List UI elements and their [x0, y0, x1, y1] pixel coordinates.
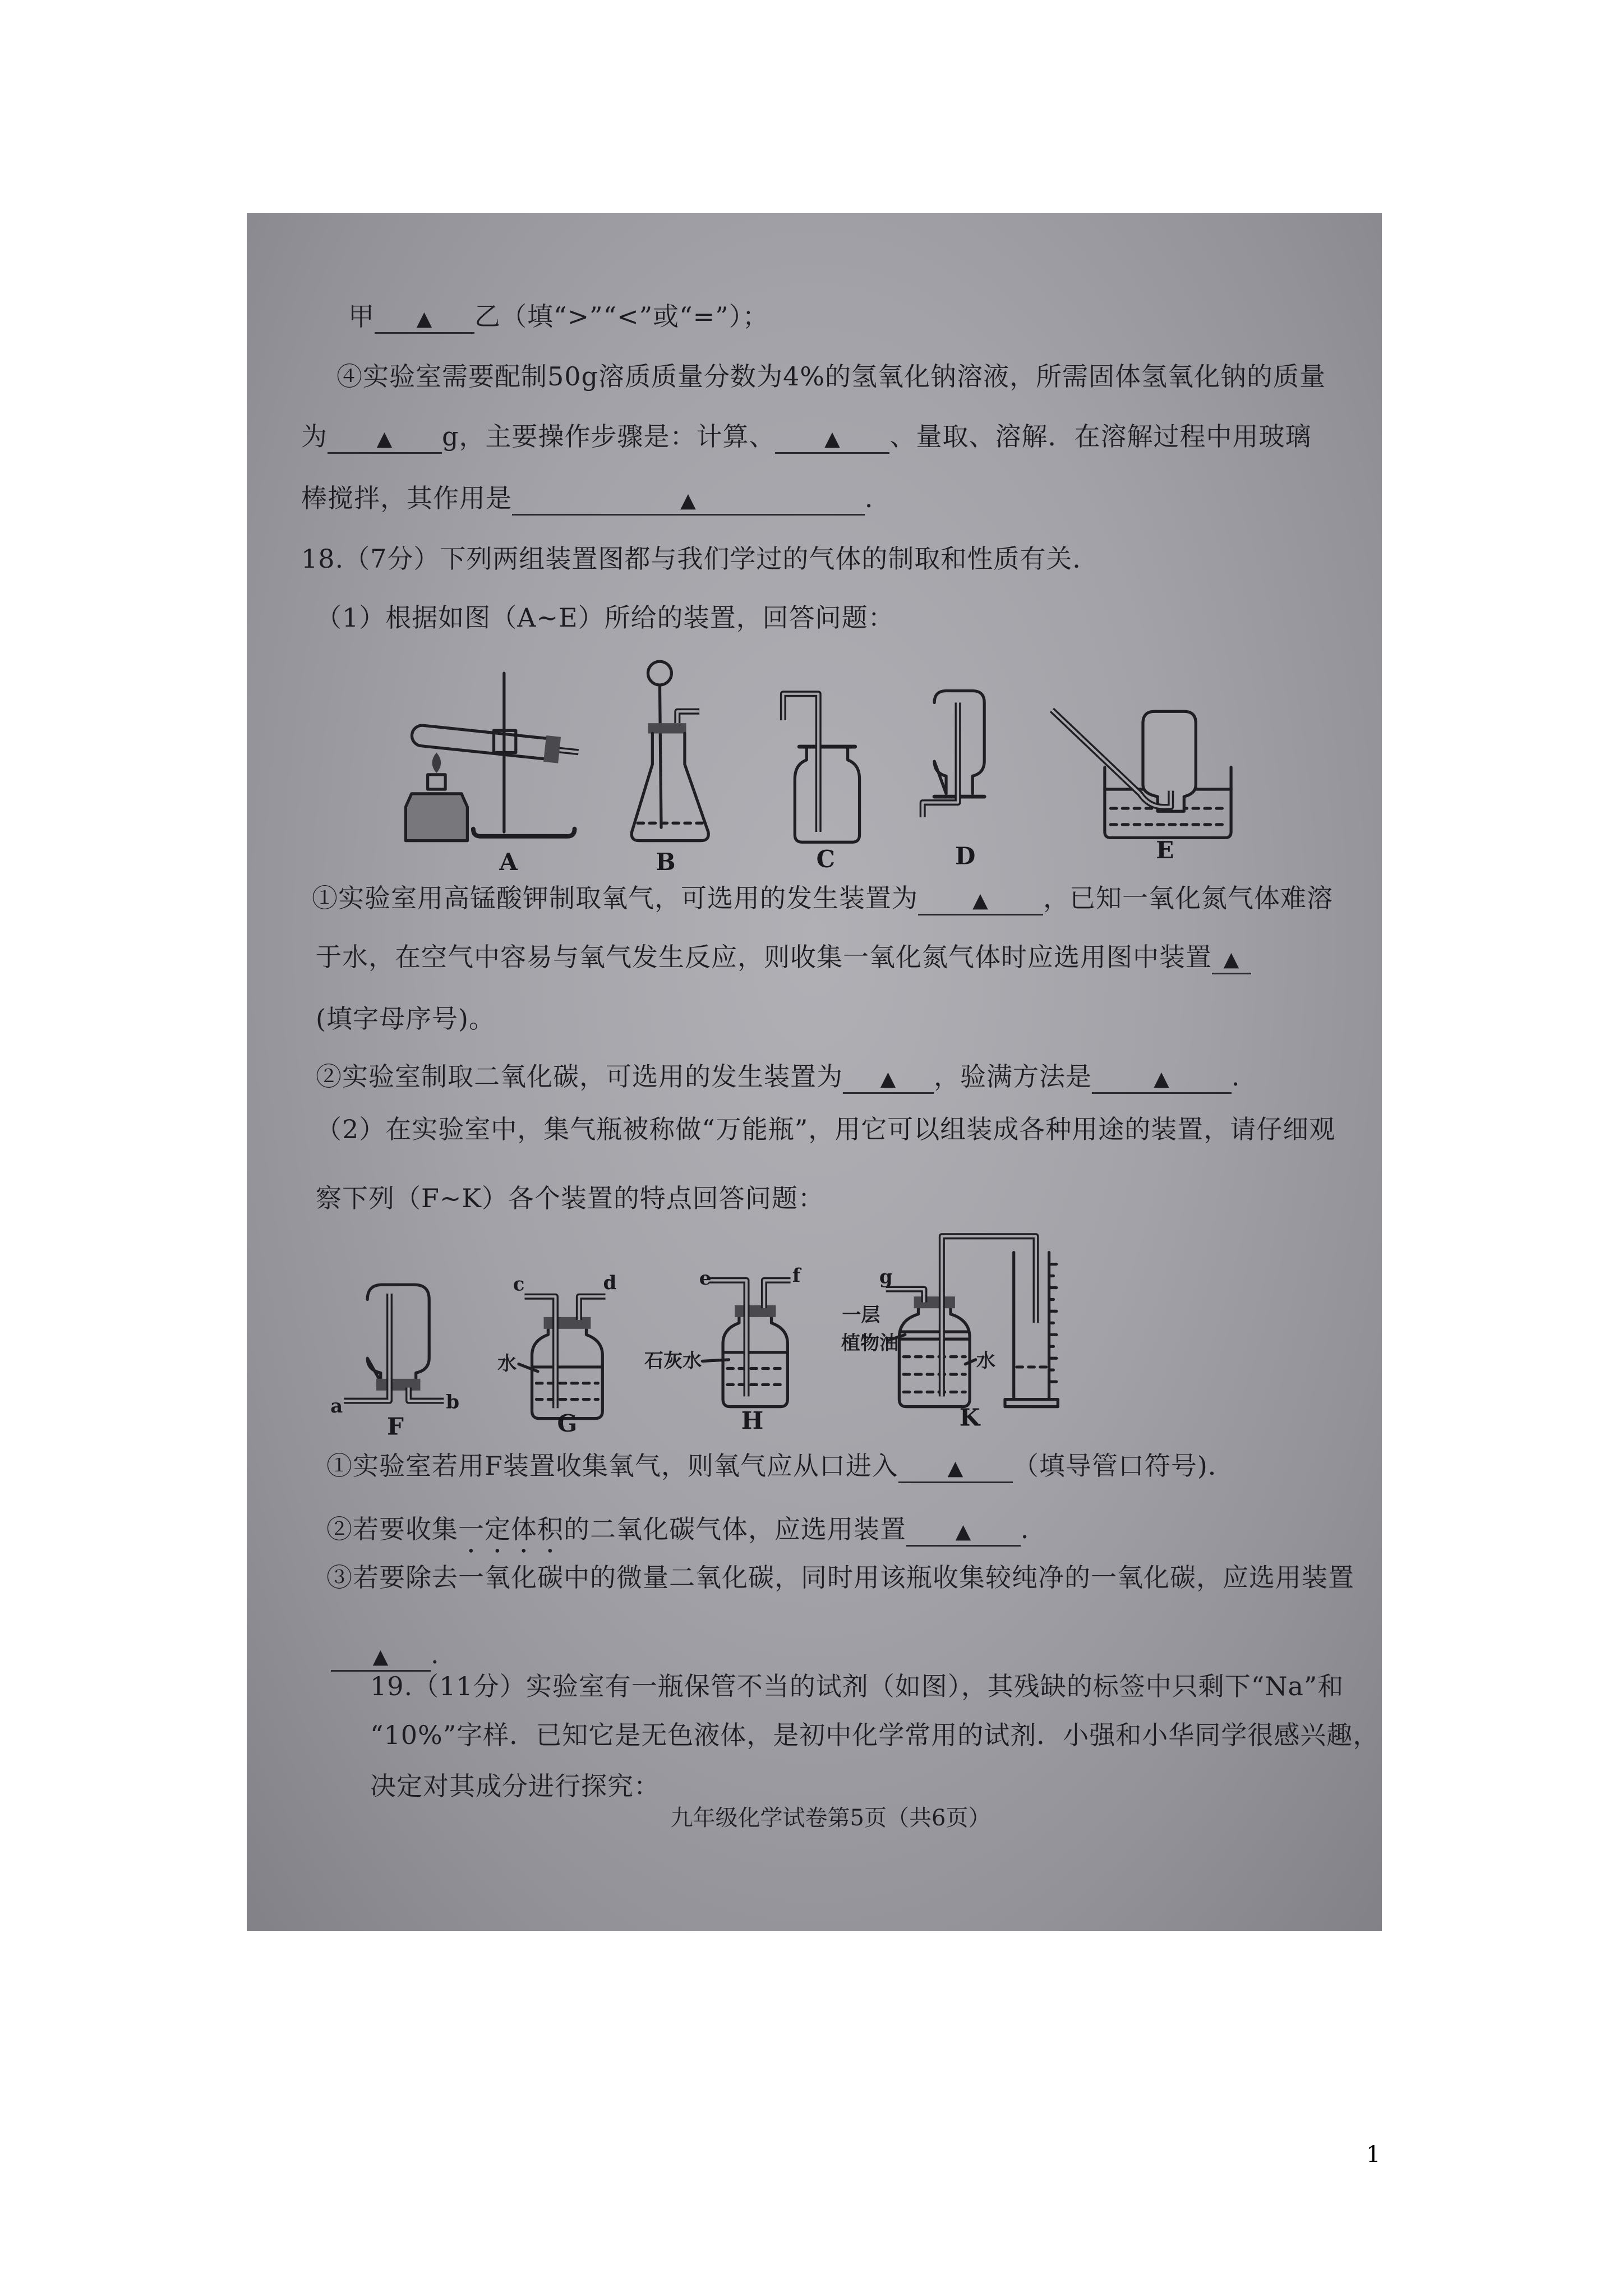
- figure-label-a: A: [499, 848, 518, 876]
- liquid-label-water-k: 水: [976, 1349, 995, 1372]
- answer-blank: ▲: [1092, 1066, 1232, 1094]
- apparatus-k: [841, 1236, 1058, 1407]
- figure-label-f: F: [387, 1412, 404, 1441]
- q17-line-1: [348, 301, 769, 334]
- liquid-label-oil-line-1: 一层: [842, 1304, 880, 1327]
- port-label-g: g: [879, 1266, 893, 1289]
- q18-2-line-2-text-d: ．: [1021, 1514, 1047, 1544]
- q17-line-2: ④实验室需要配制50g溶质质量分数为4%的氢氧化钠溶液，所需固体氢氧化钠的质量: [336, 361, 1326, 392]
- q18-2-line-2: [326, 1514, 1047, 1559]
- answer-blank: ▲: [512, 488, 865, 516]
- liquid-label-oil-line-2: 植物油: [841, 1332, 899, 1355]
- q19-line-3: 决定对其成分进行探究：: [370, 1771, 660, 1801]
- apparatus-g: [497, 1272, 616, 1419]
- q18-2-line-1-text-b: （填导管口符号)．: [1012, 1451, 1234, 1481]
- port-label-a: a: [330, 1395, 343, 1418]
- emphasized-text: 一定体积: [458, 1514, 564, 1544]
- q18-heading: 18.（7分）下列两组装置图都与我们学过的气体的制取和性质有关．: [301, 544, 1099, 574]
- figure-label-k: K: [959, 1404, 980, 1432]
- q17-line-4-text-a: 棒搅拌，其作用是: [301, 483, 512, 513]
- port-label-e: e: [699, 1267, 712, 1290]
- q18-2-line-1: [326, 1451, 1234, 1483]
- q17-line-3-text-c: 、量取、溶解．在溶解过程中用玻璃: [889, 421, 1312, 452]
- answer-blank: ▲: [906, 1519, 1021, 1547]
- figure-label-g: G: [557, 1410, 578, 1438]
- q18-2-line-4: [331, 1639, 440, 1672]
- q18-1-line-3: (填字母序号)。: [316, 1004, 495, 1034]
- apparatus-h: [644, 1264, 802, 1407]
- apparatus-e: [1052, 710, 1231, 838]
- figure-apparatus-f-k: [316, 1220, 1073, 1448]
- apparatus-c: [783, 694, 859, 842]
- liquid-label-limewater: 石灰水: [644, 1349, 702, 1372]
- q18-2-line-3: ③若要除去一氧化碳中的微量二氧化碳，同时用该瓶收集较纯净的一氧化碳，应选用装置: [326, 1562, 1354, 1593]
- answer-blank: ▲: [843, 1066, 934, 1094]
- port-label-f: f: [792, 1264, 801, 1287]
- figure-label-e: E: [1156, 836, 1174, 864]
- answer-blank: ▲: [918, 888, 1043, 915]
- q18-part2-intro-line-2: 察下列（F~K）各个装置的特点回答问题：: [316, 1183, 824, 1213]
- q18-1-line-1-text-a: ①实验室用高锰酸钾制取氧气，可选用的发生装置为: [312, 883, 918, 913]
- apparatus-a: [405, 673, 580, 841]
- apparatus-b: [631, 661, 708, 840]
- q18-2-line-1-text-a: ①实验室若用F装置收集氧气，则氧气应从口进入: [326, 1451, 898, 1481]
- q17-line-4-text-b: ．: [865, 483, 891, 513]
- q18-1-line-4-text-a: ②实验室制取二氧化碳，可选用的发生装置为: [316, 1061, 843, 1092]
- q18-1-line-4-text-b: ，验满方法是: [934, 1061, 1092, 1092]
- answer-blank: ▲: [331, 1644, 431, 1672]
- q19-line-2: “10%”字样．已知它是无色液体，是初中化学常用的试剂．小强和小华同学很感兴趣，: [370, 1720, 1380, 1750]
- q18-1-line-1-text-b: ，已知一氧化氮气体难溶: [1043, 883, 1333, 913]
- port-label-d: d: [603, 1272, 617, 1295]
- q18-part2-intro-line-1: （2）在实验室中，集气瓶被称做“万能瓶”，用它可以组装成各种用途的装置，请仔细观: [316, 1114, 1336, 1144]
- figure-label-d: D: [955, 842, 976, 870]
- figure-label-c: C: [816, 845, 836, 873]
- q18-1-line-4-text-c: ．: [1232, 1061, 1258, 1092]
- q17-line-3: [301, 421, 1311, 454]
- apparatus-f: [330, 1285, 459, 1418]
- q18-1-line-4: [316, 1061, 1258, 1094]
- figure-label-b: B: [656, 848, 676, 876]
- port-label-b: b: [446, 1391, 460, 1414]
- q18-2-line-2-text-a: ②若要收集: [326, 1514, 458, 1544]
- q18-2-line-4-text: .: [431, 1639, 440, 1669]
- q17-line-1-text-a: 甲: [348, 301, 375, 332]
- liquid-label-water: 水: [497, 1352, 517, 1375]
- q19-line-1: 19.（11分）实验室有一瓶保管不当的试剂（如图），其残缺的标签中只剩下“Na”和: [370, 1671, 1344, 1701]
- answer-blank: ▲: [775, 426, 889, 454]
- q18-2-line-2-text-c: 的二氧化碳气体，应选用装置: [564, 1514, 906, 1544]
- page-footer: 九年级化学试卷第5页（共6页）: [670, 1805, 991, 1831]
- figure-label-h: H: [741, 1406, 764, 1434]
- answer-blank: ▲: [328, 426, 442, 454]
- page-number: 1: [1366, 2142, 1381, 2168]
- q18-part1-intro: （1）根据如图（A~E）所给的装置，回答问题：: [316, 602, 895, 633]
- q18-1-line-2: [316, 942, 1251, 974]
- q17-line-3-text-a: 为: [301, 421, 328, 452]
- q18-1-line-2-text: 于水，在空气中容易与氧气发生反应，则收集一氧化氮气体时应选用图中装置: [316, 942, 1212, 972]
- q17-line-4: [301, 483, 891, 516]
- q18-1-line-1: [312, 883, 1333, 915]
- q17-line-3-text-b: g，主要操作步骤是：计算、: [442, 421, 776, 452]
- answer-blank: ▲: [375, 306, 474, 334]
- q17-line-1-text-b: 乙（填“>”“<”或“=”）；: [474, 301, 769, 332]
- answer-blank: ▲: [1212, 947, 1251, 974]
- apparatus-d: [923, 691, 984, 817]
- port-label-c: c: [513, 1273, 525, 1296]
- answer-blank: ▲: [898, 1456, 1013, 1483]
- figure-apparatus-a-e: [382, 647, 1249, 882]
